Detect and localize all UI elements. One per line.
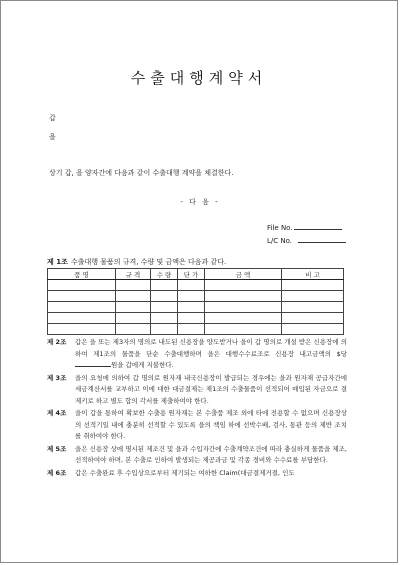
table-cell[interactable] bbox=[282, 280, 344, 291]
section-heading: - 다 음 - bbox=[180, 198, 218, 206]
header-amount: 금 액 bbox=[205, 269, 282, 280]
file-no-blank bbox=[294, 222, 342, 230]
table-cell[interactable] bbox=[116, 302, 151, 313]
table-cell[interactable] bbox=[178, 324, 205, 335]
table-cell[interactable] bbox=[151, 313, 178, 324]
article-2-text-part2: 원을 갑에게 지불한다. bbox=[111, 361, 174, 369]
article-3-text: 을의 요청에 의하여 갑 명의로 원자재 내국신용장이 발급되는 경우에는 을과 원자재 공급자간에 세금계산서를 교부하고 이에 대한 대금결제는 제1조의 수출물품이 선적되어 매입된 자금으로 결제키로 하고 별도 합의 각서를 제출하여야 한다. bbox=[75, 373, 347, 405]
table-cell[interactable] bbox=[116, 280, 151, 291]
table-cell[interactable] bbox=[282, 302, 344, 313]
table-row bbox=[48, 313, 344, 324]
document-title: 수출대행계약서 bbox=[130, 69, 268, 87]
article-5-number: 제 5조 bbox=[47, 444, 67, 453]
article-6-number: 제 6조 bbox=[47, 468, 67, 477]
party-eul-label: 을 bbox=[49, 133, 56, 141]
table-row bbox=[48, 291, 344, 302]
article-2-number: 제 2조 bbox=[47, 338, 67, 346]
table-cell[interactable] bbox=[178, 280, 205, 291]
table-cell[interactable] bbox=[48, 302, 116, 313]
lc-no-label: L/C No. bbox=[267, 237, 292, 245]
table-cell[interactable] bbox=[116, 313, 151, 324]
table-cell[interactable] bbox=[205, 324, 282, 335]
header-quantity: 수 량 bbox=[151, 269, 178, 280]
table-cell[interactable] bbox=[205, 302, 282, 313]
article-3-number: 제 3조 bbox=[47, 373, 67, 382]
table-cell[interactable] bbox=[151, 280, 178, 291]
items-table bbox=[47, 268, 344, 335]
table-cell[interactable] bbox=[205, 291, 282, 302]
header-unit-price: 단 가 bbox=[178, 269, 205, 280]
article-1 bbox=[47, 257, 226, 267]
fee-amount-blank bbox=[75, 360, 111, 367]
article-4 bbox=[47, 408, 347, 443]
article-1-number: 제 1조 bbox=[47, 258, 68, 266]
lc-no-blank bbox=[298, 235, 346, 243]
party-gap-label: 갑 bbox=[49, 114, 56, 122]
file-no-label: File No. bbox=[267, 224, 293, 232]
table-cell[interactable] bbox=[151, 302, 178, 313]
intro-text: 상기 갑, 을 양자간에 다음과 같이 수출대행 계약을 체결한다. bbox=[49, 169, 234, 177]
table-cell[interactable] bbox=[48, 291, 116, 302]
article-1-text: 수출대행 물품의 규격, 수량 및 금액은 다음과 같다. bbox=[71, 258, 227, 266]
table-row bbox=[48, 302, 344, 313]
article-3 bbox=[47, 373, 347, 408]
table-cell[interactable] bbox=[48, 280, 116, 291]
lc-no-field bbox=[267, 235, 346, 245]
table-cell[interactable] bbox=[116, 291, 151, 302]
article-5 bbox=[47, 444, 347, 467]
table-cell[interactable] bbox=[205, 280, 282, 291]
table-cell[interactable] bbox=[282, 313, 344, 324]
article-4-number: 제 4조 bbox=[47, 409, 67, 417]
header-spec: 규 격 bbox=[116, 269, 151, 280]
file-no-field bbox=[267, 222, 342, 232]
table-cell[interactable] bbox=[151, 291, 178, 302]
table-cell[interactable] bbox=[282, 324, 344, 335]
table-cell[interactable] bbox=[178, 302, 205, 313]
header-item-name: 품 명 bbox=[48, 269, 116, 280]
table-cell[interactable] bbox=[282, 291, 344, 302]
table-row bbox=[48, 280, 344, 291]
table-cell[interactable] bbox=[178, 313, 205, 324]
article-4-text: 을이 갑을 통하여 확보한 수출용 원자재는 본 수출품 제조 외에 타에 전용할 수 없으며 신용장상의 선적기일 내에 충분히 선적할 수 있도록 을의 책임 하에 선박수배, 검사, 통관 등의 제반 조치를 취하여야 한다. bbox=[75, 409, 347, 440]
table-cell[interactable] bbox=[48, 313, 116, 324]
table-header-row bbox=[48, 269, 344, 280]
table-row bbox=[48, 324, 344, 335]
article-5-text: 을은 신용장 상에 명시된 제조건 및 을과 수입자간에 수출계약조건에 따라 충실하게 물품을 제조, 선적하여야 하며, 본 수출로 인하여 발생되는 제공과금 및 각종 경비와 수수료를 부담한다. bbox=[75, 444, 347, 464]
article-6-text: 갑은 수출완료 후 수입상으로부터 제기되는 여하한 Claim(대금결제거절, 인도 bbox=[75, 468, 295, 477]
article-2-text-part1: 갑은 을 또는 제3자의 명의로 내도된 신용장을 양도받거나 을이 갑 명의로 개설 받은 신용장에 의하여 제1조의 물품을 단순 수출대행하며 을은 대행수수료조로 신용장 내고금액의 $당 bbox=[75, 338, 347, 358]
table-cell[interactable] bbox=[151, 324, 178, 335]
table-cell[interactable] bbox=[116, 324, 151, 335]
table-cell[interactable] bbox=[48, 324, 116, 335]
article-2 bbox=[47, 337, 347, 372]
article-6 bbox=[47, 468, 347, 480]
header-remarks: 비 고 bbox=[282, 269, 344, 280]
article-2-text bbox=[75, 337, 347, 372]
table-cell[interactable] bbox=[205, 313, 282, 324]
articles-list bbox=[47, 337, 347, 480]
table-cell[interactable] bbox=[178, 291, 205, 302]
